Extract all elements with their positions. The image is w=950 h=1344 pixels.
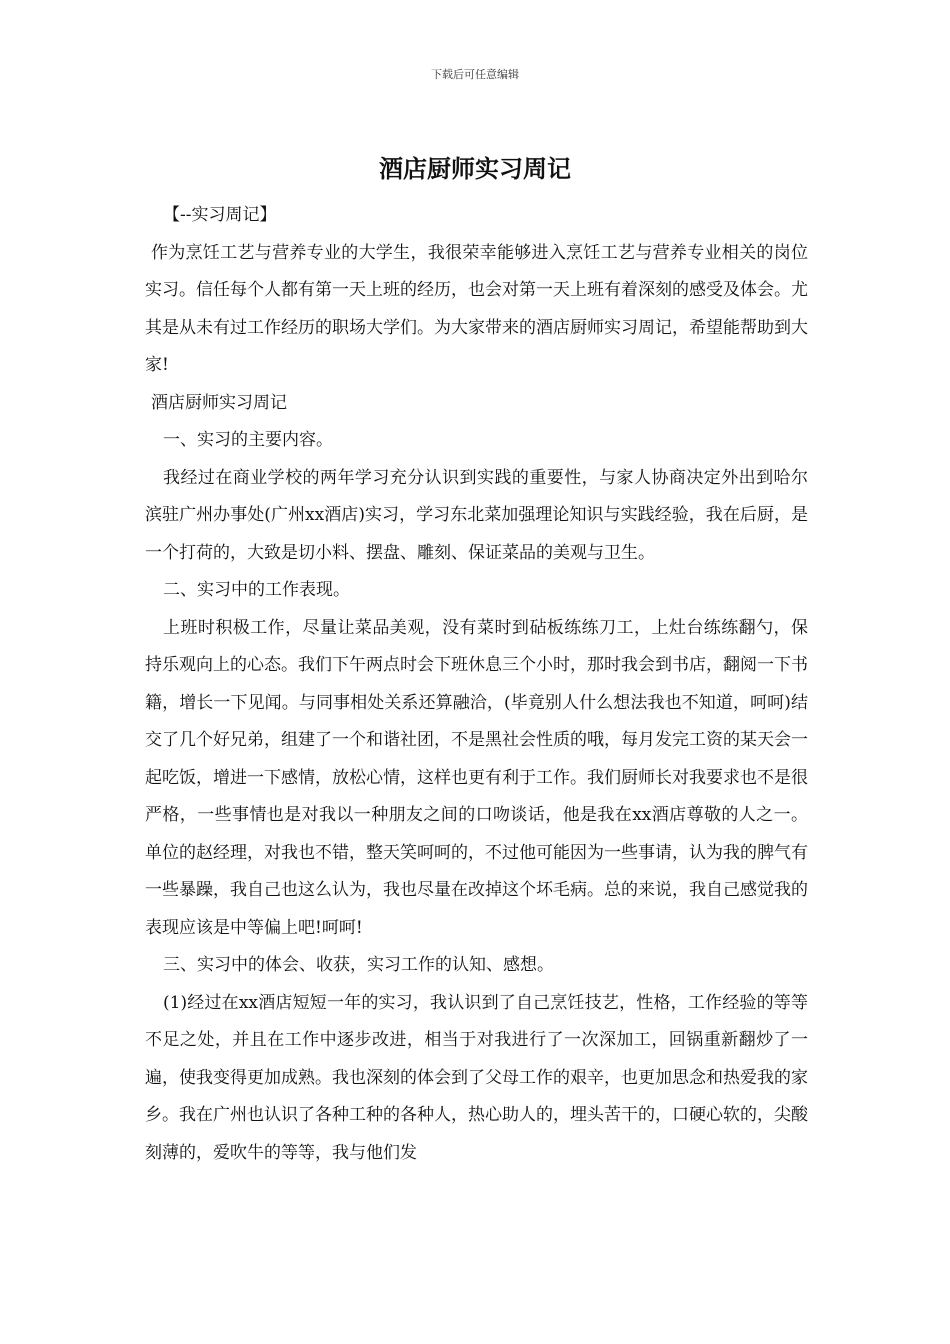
document-body [145, 197, 808, 1172]
intro-paragraph: 作为烹饪工艺与营养专业的大学生，我很荣幸能够进入烹饪工艺与营养专业相关的岗位实习。信任每个人都有第一天上班的经历，也会对第一天上班有着深刻的感受及体会。尤其是从未有过工作经历的职场大学们。为大家带来的酒店厨师实习周记，希望能帮助到大家! [145, 242, 808, 375]
header-note: 下载后可任意编辑 [431, 68, 519, 81]
subheading: 酒店厨师实习周记 [151, 392, 287, 413]
section-1-heading: 一、实习的主要内容。 [163, 430, 333, 450]
section-3-heading: 三、实习中的体会、收获，实习工作的认知、感想。 [163, 955, 554, 975]
section-2-heading: 二、实习中的工作表现。 [163, 580, 350, 600]
section-3-paragraph: (1)经过在xx酒店短短一年的实习，我认识到了自己烹饪技艺，性格，工作经验的等等不足之处，并且在工作中逐步改进，相当于对我进行了一次深加工，回锅重新翻炒了一遍，使我变得更加成熟。我也深刻的体会到了父母工作的艰辛，也更加思念和热爱我的家乡。我在广州也认识了各种工种的各种人，热心助人的，埋头苦干的，口硬心软的，尖酸刻薄的，爱吹牛的等等，我与他们发 [145, 992, 808, 1163]
section-1-paragraph: 我经过在商业学校的两年学习充分认识到实践的重要性，与家人协商决定外出到哈尔滨驻广州办事处(广州xx酒店)实习，学习东北菜加强理论知识与实践经验，我在后厨，是一个打荷的，大致是切小料、摆盘、雕刻、保证菜品的美观与卫生。 [145, 467, 808, 563]
section-2-paragraph: 上班时积极工作，尽量让菜品美观，没有菜时到砧板练练刀工，上灶台练练翻勺，保持乐观向上的心态。我们下午两点时会下班休息三个小时，那时我会到书店，翻阅一下书籍，增长一下见闻。与同事相处关系还算融洽，(毕竟别人什么想法我也不知道，呵呵)结交了几个好兄弟，组建了一个和谐社团，不是黑社会性质的哦，每月发完工资的某天会一起吃饭，增进一下感情，放松心情，这样也更有利于工作。我们厨师长对我要求也不是很严格，一些事情也是对我以一种朋友之间的口吻谈话，他是我在xx酒店尊敬的人之一。单位的赵经理，对我也不错，整天笑呵呵的，不过他可能因为一些事请，认为我的脾气有一些暴躁，我自己也这么认为，我也尽量在改掉这个坏毛病。总的来说，我自己感觉我的表现应该是中等偏上吧!呵呵! [145, 617, 808, 938]
tag-line: 【--实习周记】 [163, 205, 277, 225]
document-title: 酒店厨师实习周记 [379, 154, 571, 183]
